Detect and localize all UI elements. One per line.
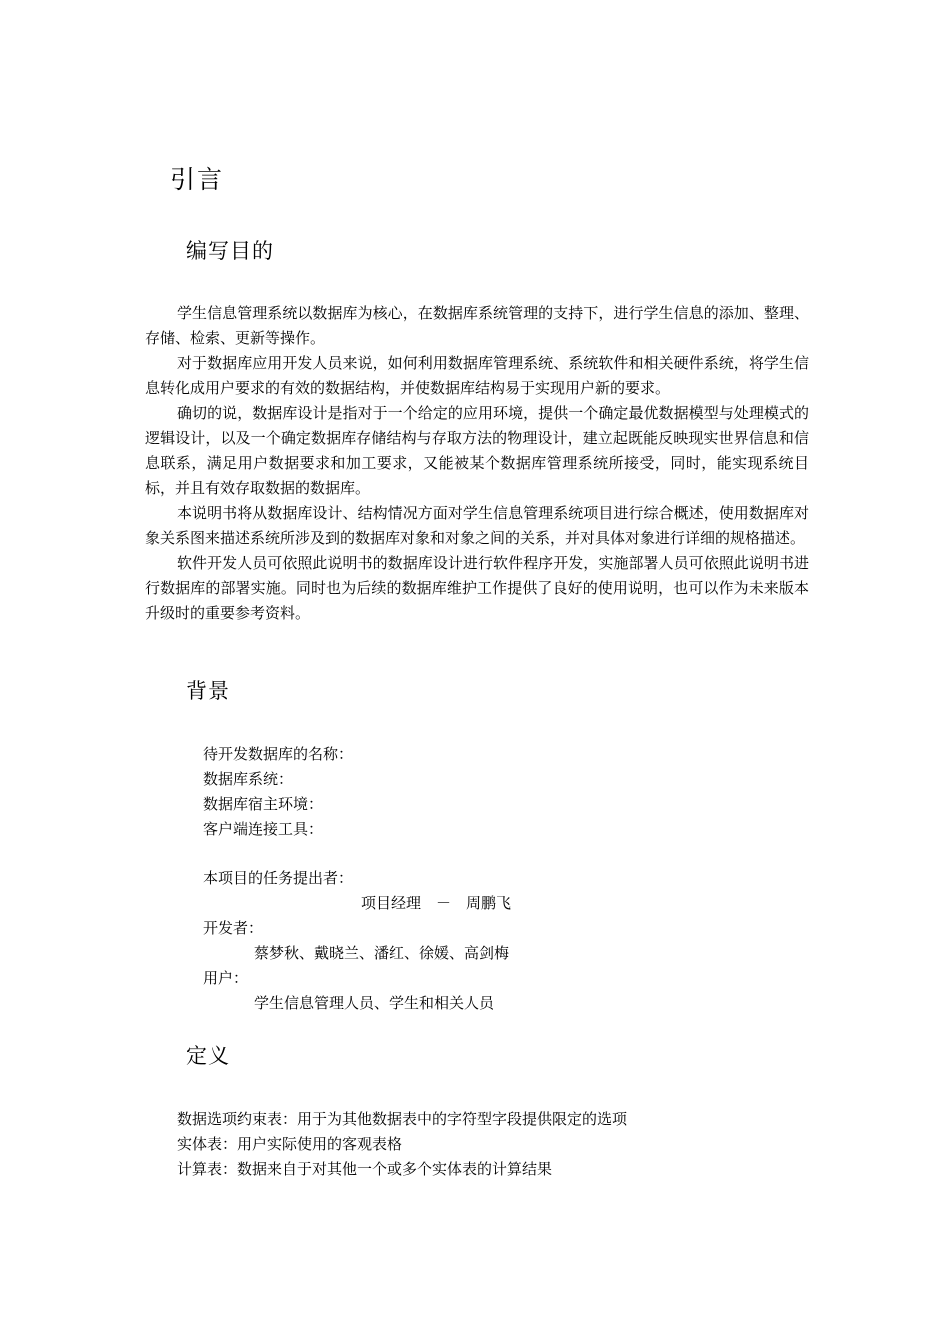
purpose-section — [145, 301, 809, 626]
heading-background: 背景 — [186, 679, 230, 703]
purpose-paragraph-5: 软件开发人员可依照此说明书的数据库设计进行软件程序开发，实施部署人员可依照此说明书进行数据库的部署实施。同时也为后续的数据库维护工作提供了良好的使用说明，也可以作为未来版本升级时的重要参考资料。 — [145, 554, 809, 622]
db-name-label: 待开发数据库的名称： — [203, 745, 354, 763]
purpose-paragraph-3: 确切的说，数据库设计是指对于一个给定的应用环境，提供一个确定最优数据模型与处理模式的逻辑设计，以及一个确定数据库存储结构与存取方法的物理设计，建立起既能反映现实世界信息和信息联系，满足用户数据要求和加工要求，又能被某个数据库管理系统所接受，同时，能实现系统目标，并且有效存取数据的数据库。 — [145, 404, 809, 497]
db-host-label: 数据库宿主环境： — [203, 795, 324, 813]
definition-item: 实体表：用户实际使用的客观表格 — [177, 1135, 403, 1153]
client-tool-label: 客户端连接工具： — [203, 820, 324, 838]
heading-definitions: 定义 — [186, 1044, 230, 1068]
proposer-label: 本项目的任务提出者： — [203, 869, 354, 887]
purpose-paragraph-1: 学生信息管理系统以数据库为核心，在数据库系统管理的支持下，进行学生信息的添加、整理、存储、检索、更新等操作。 — [145, 304, 809, 347]
heading-introduction: 引言 — [170, 165, 225, 194]
definition-item: 数据选项约束表：用于为其他数据表中的字符型字段提供限定的选项 — [177, 1110, 628, 1128]
definition-item: 计算表：数据来自于对其他一个或多个实体表的计算结果 — [177, 1160, 553, 1178]
users-value: 学生信息管理人员、学生和相关人员 — [254, 994, 495, 1012]
developers-value: 蔡梦秋、戴晓兰、潘红、徐媛、高剑梅 — [254, 944, 510, 962]
db-system-label: 数据库系统： — [203, 770, 294, 788]
users-label: 用户： — [203, 969, 249, 987]
purpose-paragraph-2: 对于数据库应用开发人员来说，如何利用数据库管理系统、系统软件和相关硬件系统，将学生信息转化成用户要求的有效的数据结构，并使数据库结构易于实现用户新的要求。 — [145, 354, 809, 397]
proposer-value: 项目经理 － 周鹏飞 — [361, 894, 512, 912]
purpose-paragraph-4: 本说明书将从数据库设计、结构情况方面对学生信息管理系统项目进行综合概述，使用数据库对象关系图来描述系统所涉及到的数据库对象和对象之间的关系，并对具体对象进行详细的规格描述。 — [145, 504, 809, 547]
developers-label: 开发者： — [203, 919, 264, 937]
heading-purpose: 编写目的 — [186, 239, 274, 263]
